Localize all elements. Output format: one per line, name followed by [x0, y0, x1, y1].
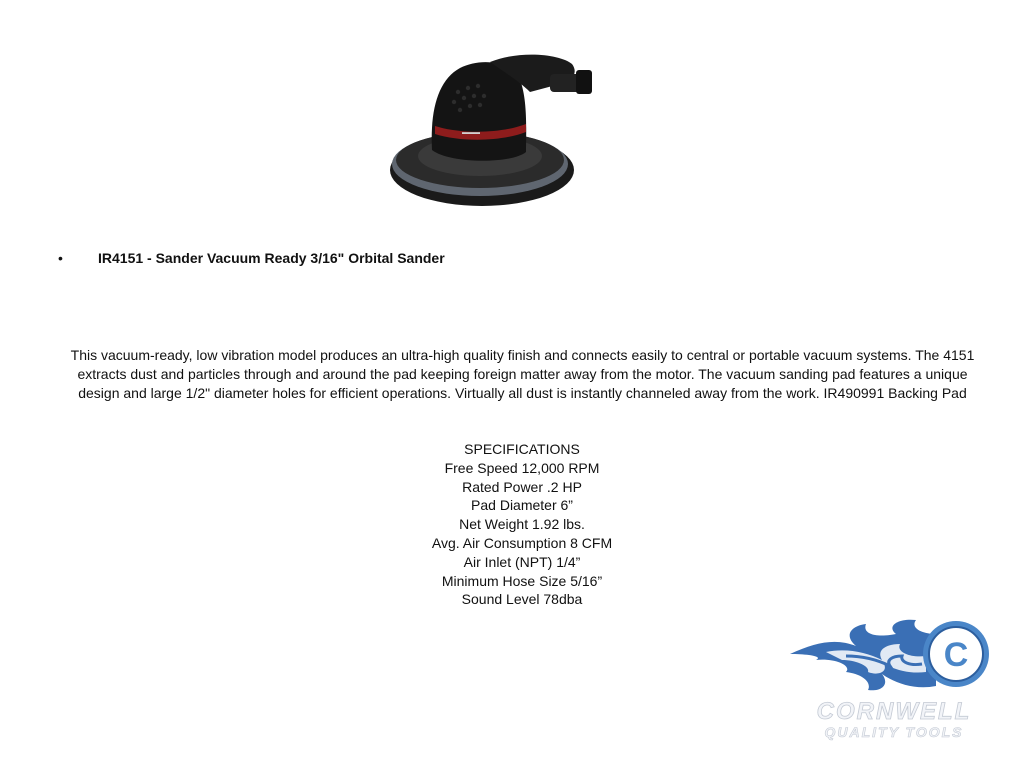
specifications-heading: SPECIFICATIONS: [464, 441, 580, 457]
bullet-point: •: [58, 250, 63, 266]
spec-item: Sound Level 78dba: [461, 591, 583, 608]
product-title-line: [58, 250, 445, 266]
spec-item: Free Speed 12,000 RPM: [444, 459, 600, 476]
product-title: IR4151 - Sander Vacuum Ready 3/16" Orbital Sander: [98, 250, 445, 266]
spec-item: Rated Power .2 HP: [462, 478, 582, 495]
logo-flames: [790, 620, 936, 691]
logo-tagline: QUALITY TOOLS: [824, 724, 964, 740]
sander-label-mark: ▬▬▬: [462, 130, 480, 136]
spec-item: Minimum Hose Size 5/16”: [441, 572, 603, 589]
product-image: [380, 40, 610, 210]
sander-air-inlet: [550, 74, 580, 92]
cornwell-logo: [786, 612, 1002, 742]
spec-item: Net Weight 1.92 lbs.: [459, 516, 585, 533]
spec-item: Avg. Air Consumption 8 CFM: [431, 534, 613, 551]
product-description: This vacuum-ready, low vibration model produces an ultra-high quality finish and connects easily to central or portable vacuum systems. The 4151 extracts dust and particles through and around the pad keeping foreign matter away from the motor. The vacuum sanding pad features a unique design and large 1/2" diameter holes for efficient operations. Virtually all dust is instantly channeled away from the work. IR490991 Backing Pad: [70, 347, 975, 401]
spec-item: Pad Diameter 6”: [471, 497, 573, 514]
specifications-block: [0, 440, 1024, 609]
logo-wordmark: CORNWELL: [816, 698, 972, 725]
spec-item: Air Inlet (NPT) 1/4”: [463, 553, 581, 570]
logo-badge-letter: C: [943, 636, 969, 674]
sander-air-fitting: [576, 70, 592, 94]
